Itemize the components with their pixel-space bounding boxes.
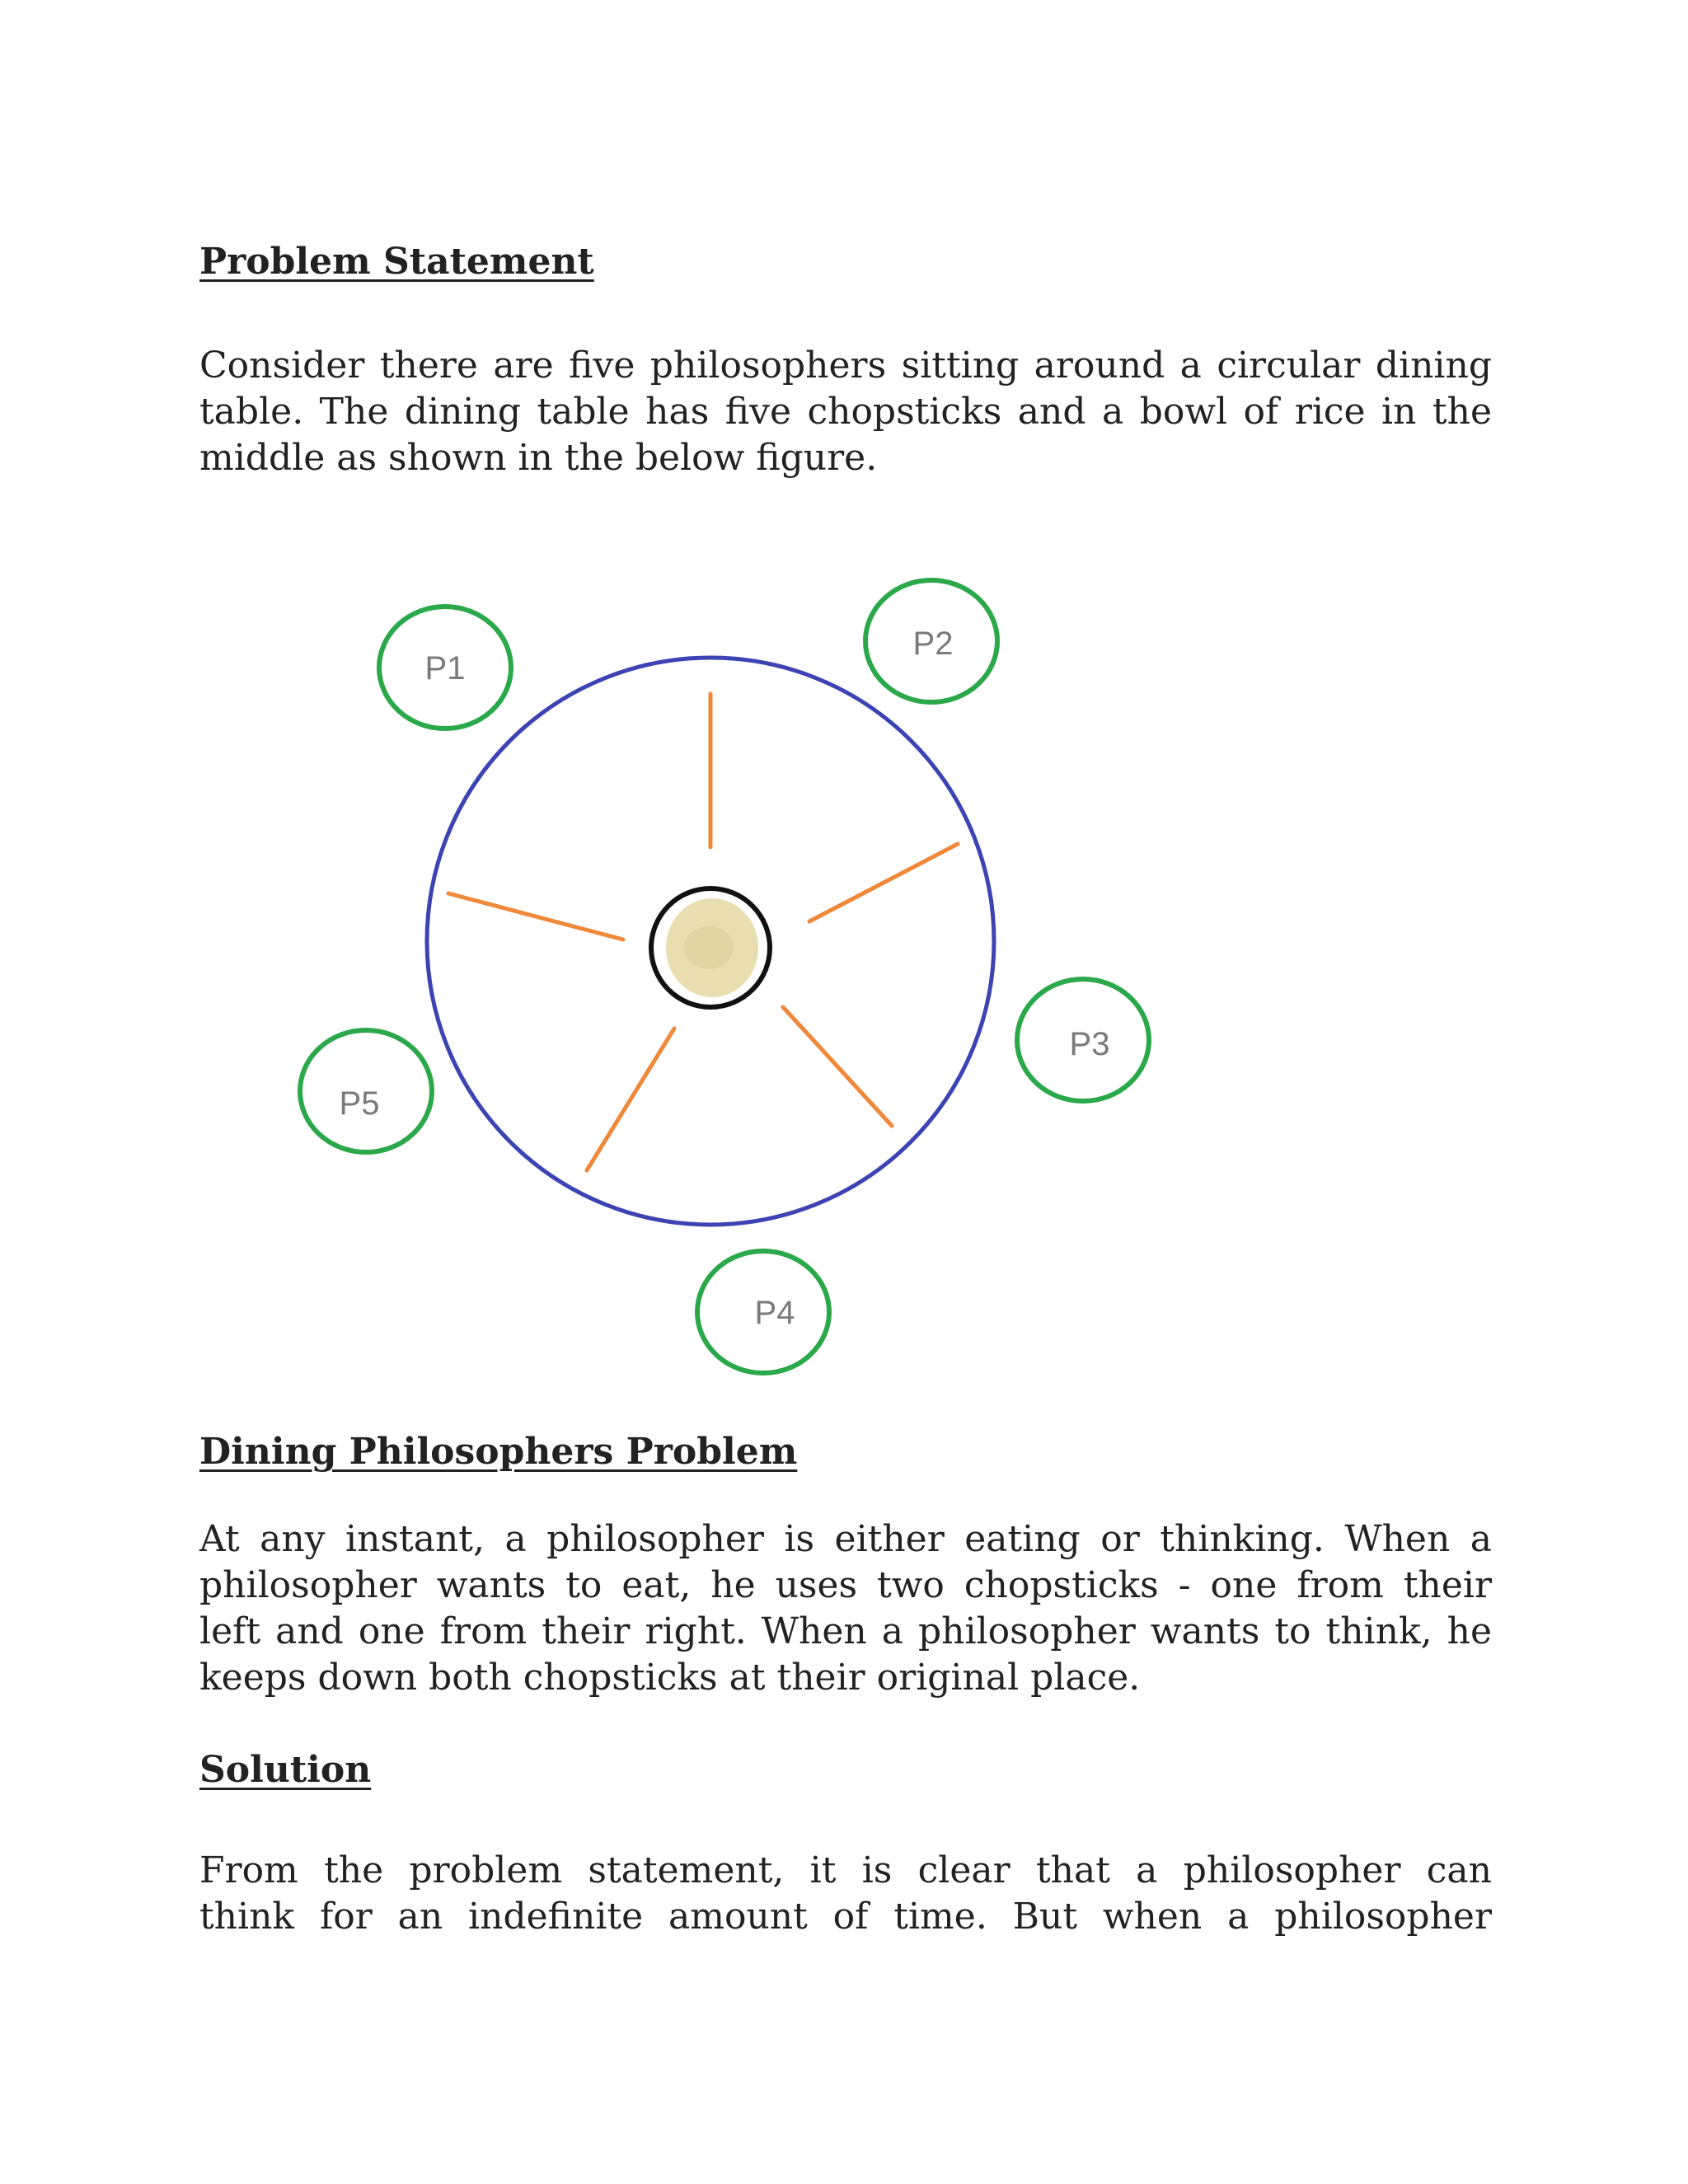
paragraph-line: philosopher wants to eat, he uses two chopsticks - one from their bbox=[199, 1564, 1492, 1606]
solution-heading: Solution bbox=[199, 1749, 372, 1791]
philosopher-p4 bbox=[697, 1251, 829, 1373]
paragraph-line: table. The dining table has five chopsticks and a bowl of rice in the bbox=[199, 391, 1492, 433]
philosopher-p2 bbox=[865, 580, 997, 702]
paragraph-line: From the problem statement, it is clear that a philosopher can bbox=[199, 1849, 1492, 1891]
paragraph-line: left and one from their right. When a philosopher wants to think, he bbox=[199, 1610, 1492, 1652]
dining-table-figure bbox=[280, 560, 1220, 1401]
chopstick bbox=[587, 1029, 674, 1170]
chopstick bbox=[809, 844, 958, 921]
philosopher-p1 bbox=[379, 607, 511, 729]
problem-statement-heading: Problem Statement bbox=[199, 241, 594, 283]
chopstick bbox=[448, 893, 623, 940]
solution-paragraph bbox=[199, 1848, 1492, 1940]
paragraph-line: Consider there are five philosophers sitting around a circular dining bbox=[199, 344, 1492, 387]
paragraph-line: keeps down both chopsticks at their original place. bbox=[199, 1657, 1141, 1699]
philosopher-p3 bbox=[1017, 979, 1149, 1101]
philosopher-label: P5 bbox=[339, 1085, 380, 1122]
philosopher-p5 bbox=[300, 1030, 432, 1152]
chopstick bbox=[783, 1007, 892, 1126]
dining-philosophers-heading: Dining Philosophers Problem bbox=[199, 1431, 798, 1473]
philosopher-label: P4 bbox=[754, 1295, 795, 1331]
paragraph-line: At any instant, a philosopher is either eating or thinking. When a bbox=[199, 1518, 1492, 1560]
philosopher-label: P2 bbox=[912, 626, 954, 662]
philosopher-label: P1 bbox=[424, 650, 466, 687]
philosopher-label: P3 bbox=[1069, 1026, 1110, 1062]
paragraph-line: middle as shown in the below figure. bbox=[199, 437, 878, 479]
dining-philosophers-paragraph bbox=[199, 1516, 1492, 1701]
problem-statement-paragraph bbox=[199, 343, 1492, 481]
rice-highlight bbox=[684, 926, 734, 969]
paragraph-line: think for an indefinite amount of time. But when a philosopher bbox=[199, 1896, 1492, 1938]
